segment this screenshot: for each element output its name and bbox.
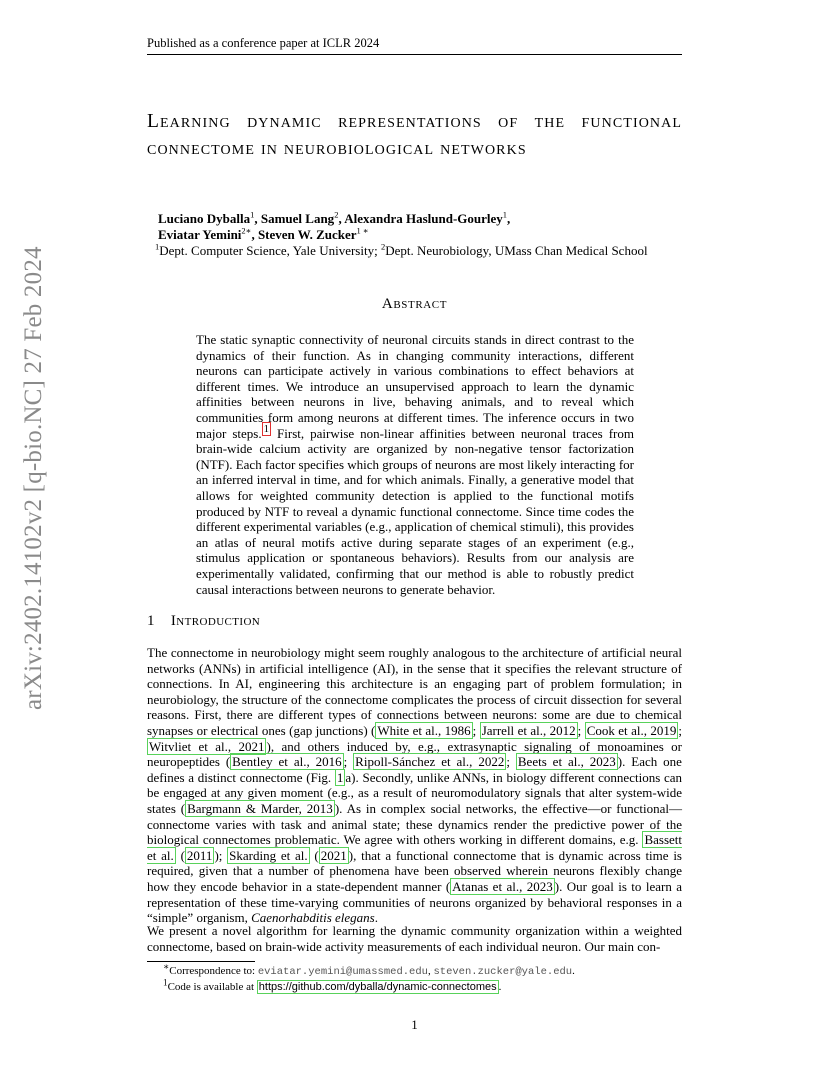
paper-title: Learning dynamic representations of the functional connectome in neurobiological networks xyxy=(147,111,682,159)
section-number: 1 xyxy=(147,613,155,629)
footnote-correspondence xyxy=(163,961,683,980)
affiliation: Dept. Neurobiology, UMass Chan Medical School xyxy=(385,243,648,258)
author-name: Alexandra Haslund-Gourley xyxy=(344,211,503,226)
affil-mark: 1 xyxy=(155,241,160,252)
text-run: ; xyxy=(343,754,354,770)
section-heading xyxy=(147,613,682,630)
footnote-text: Code is available at xyxy=(167,981,257,993)
footnotes xyxy=(163,961,683,995)
footnote-mark: 1 xyxy=(163,977,168,988)
citation-link[interactable]: 2011 xyxy=(186,847,213,863)
citation-link[interactable]: Skarding et al. xyxy=(229,847,308,863)
running-head: Published as a conference paper at ICLR 2024 xyxy=(147,35,682,55)
text-run: ); xyxy=(214,847,228,863)
author-name: Samuel Lang xyxy=(260,211,335,226)
abstract-text xyxy=(196,332,634,597)
citation-link[interactable]: Cook et al., 2019 xyxy=(586,722,677,738)
citation-link[interactable]: Bassett et al. xyxy=(147,832,682,863)
footnote-code xyxy=(163,977,683,995)
code-url-link[interactable]: https://github.com/dyballa/dynamic-connectomes xyxy=(258,981,497,993)
author-line-2: Eviatar Yemini$^{2∗}$, Steven W. Zucker$^{1 ∗}$ xyxy=(158,225,369,242)
text-run: ( xyxy=(309,847,319,863)
abstract-part: First, pairwise non-linear affinities between neuronal traces from brain-wide calcium activity are organized by non-negative tensor factorization (NTF). Each factor specifies which groups of neurons are most likely interacting for an inferred interval in time, and for which animals. Finally, a generative model that allows for weighted community detection is applied to the functional motifs produced by NTF to reveal a dynamic functional connectome. Since time codes the different experimental variables (e.g., application of chemical stimuli), this provides an atlas of neural motifs active during separate stages of an experiment (e.g., stimulus application or spontaneous behaviors). Results from our analysis are experimentally validated, confirming that our method is able to robustly predict causal interactions between neurons to generate behavior. xyxy=(196,425,634,597)
citation-link[interactable]: Bargmann & Marder, 2013 xyxy=(187,800,333,816)
text-run: The connectome in neurobiology might seem roughly analogous to the architecture of artificial neural networks (ANNs) in artificial intelligence (AI), in the sense that it specifies the relevant structure of connections. In AI, engineering this architecture is an engaging part of problem formulation; in neurobiology, the structure of the connectome complicates the process of circuit dissection for several reasons. First, there are different types of connections between neurons: some are due to chemical synapses or electrical ones (gap junctions) ( xyxy=(147,645,682,738)
abstract-heading: Abstract xyxy=(381,296,448,312)
text-run: ), that a functional connectome that is dynamic across time is required, given that a number of phenomena have been observed wherein neurons flexibly change how they encode behavior in a state-dependent manner ( xyxy=(147,847,682,894)
footnote-text: . xyxy=(572,965,575,977)
citation-link[interactable]: Ripoll-Sánchez et al., 2022 xyxy=(355,754,505,770)
text-run: ; xyxy=(506,754,516,770)
footnote-text: , xyxy=(427,965,434,977)
affil-mark: 2 xyxy=(380,241,386,252)
citation-link[interactable]: 2021 xyxy=(320,847,347,863)
affil-mark: 2 xyxy=(334,209,339,220)
author-name: Luciano Dyballa xyxy=(158,211,251,226)
citation-link[interactable]: Jarrell et al., 2012 xyxy=(481,722,576,738)
arxiv-identifier[interactable]: arXiv:2402.14102v2 [q-bio.NC] 27 Feb 2024 xyxy=(20,246,47,710)
footnote-link[interactable]: 1 xyxy=(263,423,270,436)
affiliations xyxy=(155,243,698,259)
author-name: Eviatar Yemini xyxy=(158,227,242,242)
citation-link[interactable]: Atanas et al., 2023 xyxy=(452,878,553,894)
intro-paragraph-2: We present a novel algorithm for learning the dynamic community organization within a weighted connectome, based on brain-wide activity measurements of each individual neuron. Our main con- xyxy=(147,923,682,954)
text-run: ; xyxy=(472,722,480,738)
citation-link[interactable]: Bentley et al., 2016 xyxy=(232,754,342,770)
email-link[interactable]: steven.zucker@yale.edu xyxy=(433,966,573,978)
citation-link[interactable]: Witvliet et al., 2021 xyxy=(149,738,265,754)
author-name: Steven W. Zucker xyxy=(257,227,357,242)
affil-mark: 1 xyxy=(250,209,255,220)
abstract-part: The static synaptic connectivity of neuronal circuits stands in direct contrast to the dynamics of their function. As in changing community interactions, different neurons can participate actively in various combinations to effect behaviors at different times. We introduce an unsupervised approach to learn the dynamic affinities between neurons in live, behaving animals, and to reveal which communities form among neurons at different times. The inference occurs in two major steps. xyxy=(196,332,634,441)
page-number: 1 xyxy=(411,1017,418,1032)
footnote-text: Correspondence to: xyxy=(169,965,258,977)
species-name: Caenorhabditis elegans xyxy=(251,910,375,926)
email-link[interactable]: eviatar.yemini@umassmed.edu xyxy=(257,966,428,978)
text-run: ; xyxy=(577,722,585,738)
text-run: ). Each one defines a distinct connectome (Fig. xyxy=(147,754,682,785)
affil-mark: 1 ∗ xyxy=(356,225,369,236)
text-run: ; xyxy=(678,722,682,738)
author-block xyxy=(155,209,698,259)
affiliation: Dept. Computer Science, Yale University; xyxy=(159,243,381,258)
figure-link[interactable]: 1 xyxy=(336,769,344,785)
text-run: ). As in complex social networks, the effective—or functional—connectome varies with task and animal state; these dynamics render the predictive power of the biological connectomes problematic. We agree with others working in different domains, e.g. xyxy=(147,800,683,848)
footnote-text: . xyxy=(498,981,502,993)
footnote-mark: ∗ xyxy=(163,961,170,972)
text-run: ( xyxy=(175,847,185,863)
intro-paragraph-1 xyxy=(147,645,682,926)
citation-link[interactable]: White et al., 1986 xyxy=(377,722,471,738)
affil-mark: 1 xyxy=(502,209,508,220)
text-run: . xyxy=(374,910,378,926)
author-line-1: Luciano Dyballa$^1$, Samuel Lang$^2$, Alexandra Haslund-Gourley$^1$, xyxy=(158,209,511,226)
citation-link[interactable]: Beets et al., 2023 xyxy=(517,754,616,770)
affil-mark: 2∗ xyxy=(241,225,252,236)
section-title: Introduction xyxy=(170,613,261,629)
text-run: ), and others induced by, e.g., extrasynaptic signaling of monoamines or neuropeptides ( xyxy=(147,738,683,770)
text-run: ). Our goal is to learn a representation of these time-varying communities of neurons organized by behavioral responses in a “simple” organism, xyxy=(147,878,683,926)
text-run: a). Secondly, unlike ANNs, in biology different connections can be engaged at any given moment (e.g., as a result of neuromodulatory signals that alter system-wide states ( xyxy=(147,769,683,816)
